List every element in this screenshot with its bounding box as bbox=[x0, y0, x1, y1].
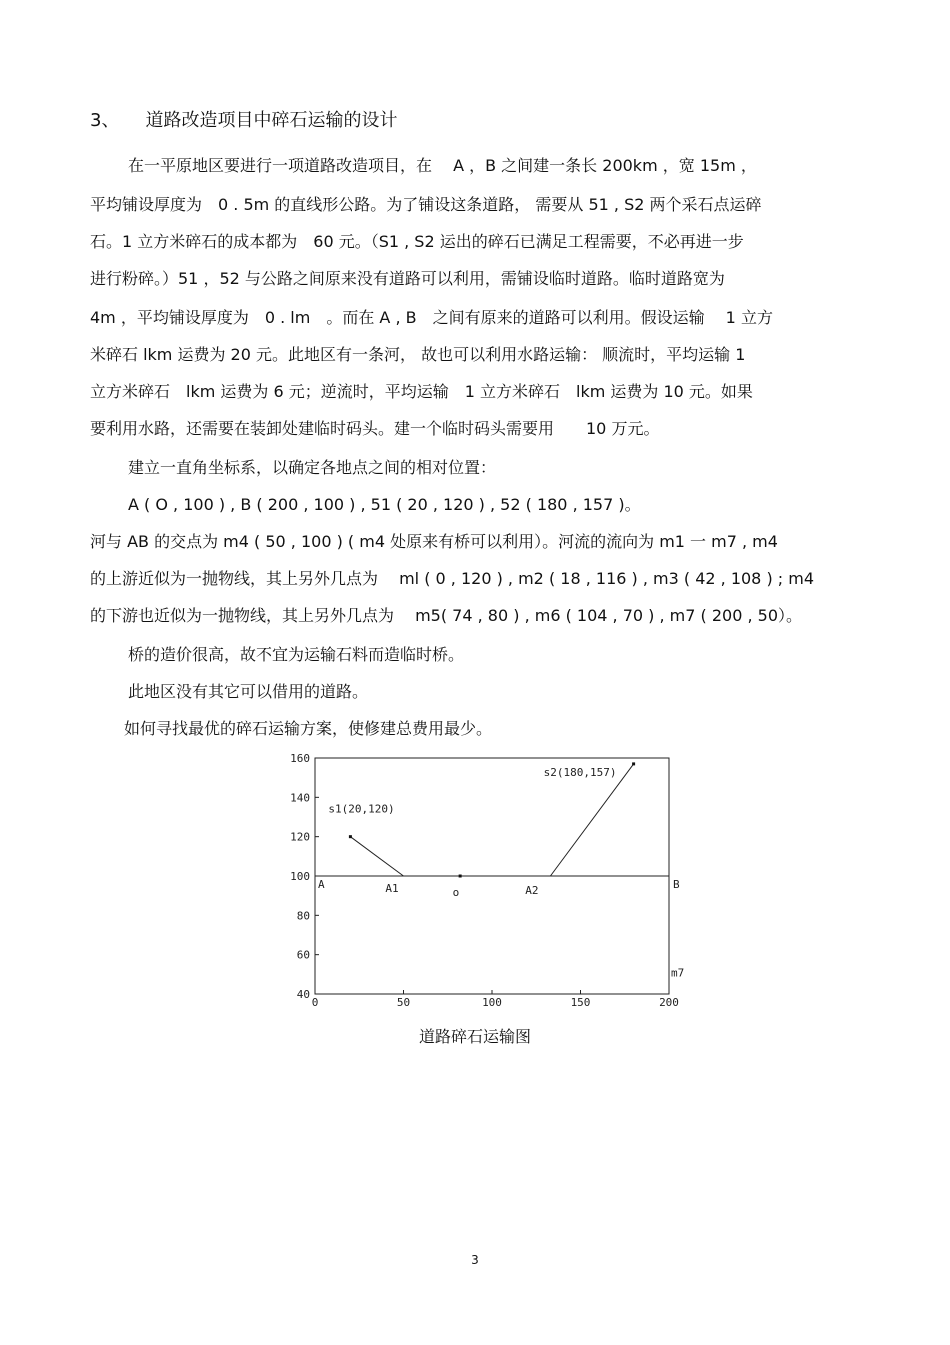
x-tick-label: 50 bbox=[396, 996, 411, 1009]
river-line-2: 的上游近似为一抛物线，其上另外几点为 ml ( 0 , 120 ) , m2 ( 18 , 116 ) , m3 ( 42 , 108 ) ; m4 bbox=[90, 569, 815, 588]
road-transport-chart bbox=[286, 748, 706, 1018]
annotation-label: B bbox=[673, 878, 680, 891]
paragraph-line-8: 要利用水路，还需要在装卸处建临时码头。建一个临时码头需要用 10 万元。 bbox=[90, 419, 660, 438]
y-tick-label: 140 bbox=[290, 791, 310, 805]
question-line: 如何寻找最优的碎石运输方案，使修建总费用最少。 bbox=[124, 719, 493, 738]
x-tick-label: 150 bbox=[570, 996, 591, 1009]
annotation-label: o bbox=[452, 886, 460, 899]
paragraph-line-1: 在一平原地区要进行一项道路改造项目，在 A ，B 之间建一条长 200km ，宽 15m ， bbox=[128, 156, 757, 175]
page-number: 3 bbox=[471, 1253, 479, 1267]
road-note: 此地区没有其它可以借用的道路。 bbox=[128, 682, 369, 701]
coordinates-line: A ( O , 100 ) , B ( 200 , 100 ) , 51 ( 20 , 120 ) , 52 ( 180 , 157 )。 bbox=[128, 495, 641, 514]
y-tick-label: 60 bbox=[296, 948, 310, 962]
paragraph-line-9: 建立一直角坐标系，以确定各地点之间的相对位置： bbox=[128, 458, 497, 477]
paragraph-line-5: 4m ，平均铺设厚度为 0 . lm 。而在 A , B 之间有原来的道路可以利用。假设运输 1 立方 bbox=[90, 308, 773, 327]
marker-point bbox=[632, 762, 635, 765]
series-line-s1-A1 bbox=[350, 837, 403, 876]
section-title-text: 道路改造项目中碎石运输的设计 bbox=[145, 110, 398, 131]
y-tick-label: 80 bbox=[296, 909, 310, 923]
x-tick-label: 0 bbox=[311, 996, 319, 1009]
y-tick-label: 100 bbox=[290, 870, 310, 883]
marker-point bbox=[349, 835, 352, 838]
marker-label: s2(180,157) bbox=[543, 765, 617, 779]
y-tick-label: 40 bbox=[296, 988, 310, 1001]
y-tick-label: 160 bbox=[290, 752, 310, 765]
x-tick-label: 200 bbox=[659, 996, 679, 1009]
river-line-3: 的下游也近似为一抛物线，其上另外几点为 m5( 74 , 80 ) , m6 ( 104 , 70 ) , m7 ( 200 , 50）。 bbox=[90, 606, 803, 625]
paragraph-line-7: 立方米碎石 lkm 运费为 6 元；逆流时，平均运输 1 立方米碎石 lkm 运费为 10 元。如果 bbox=[90, 382, 753, 401]
paragraph-line-6: 米碎石 lkm 运费为 20 元。此地区有一条河， 故也可以利用水路运输： 顺流时，平均运输 1 bbox=[90, 345, 746, 364]
annotation-label: A bbox=[318, 878, 325, 891]
marker-point bbox=[459, 875, 462, 878]
paragraph-line-3: 石。1 立方米碎石的成本都为 60 元。（S1 , S2 运出的碎石已满足工程需要，不必再进一步 bbox=[90, 232, 744, 251]
annotation-label: m7 bbox=[671, 966, 685, 980]
bridge-note: 桥的造价很高，故不宜为运输石料而造临时桥。 bbox=[128, 645, 465, 664]
figure-caption: 道路碎石运输图 bbox=[418, 1027, 531, 1046]
series-line-s2-A2 bbox=[550, 764, 633, 876]
y-tick-label: 120 bbox=[290, 830, 310, 844]
annotation-label: A1 bbox=[385, 882, 399, 895]
annotation-label: A2 bbox=[525, 884, 539, 897]
marker-label: s1(20,120) bbox=[328, 802, 395, 816]
section-number: 3、 bbox=[90, 110, 120, 131]
paragraph-line-4: 进行粉碎。）51 ，52 与公路之间原来没有道路可以利用，需铺设临时道路。临时道路宽为 bbox=[90, 269, 725, 288]
paragraph-line-2: 平均铺设厚度为 0 . 5m 的直线形公路。为了铺设这条道路， 需要从 51 , S2 两个采石点运碎 bbox=[90, 195, 762, 214]
section-title bbox=[90, 106, 397, 132]
x-tick-label: 100 bbox=[482, 996, 502, 1009]
river-line-1: 河与 AB 的交点为 m4 ( 50 , 100 ) ( m4 处原来有桥可以利用）。河流的流向为 m1 一 m7 , m4 bbox=[90, 532, 778, 551]
